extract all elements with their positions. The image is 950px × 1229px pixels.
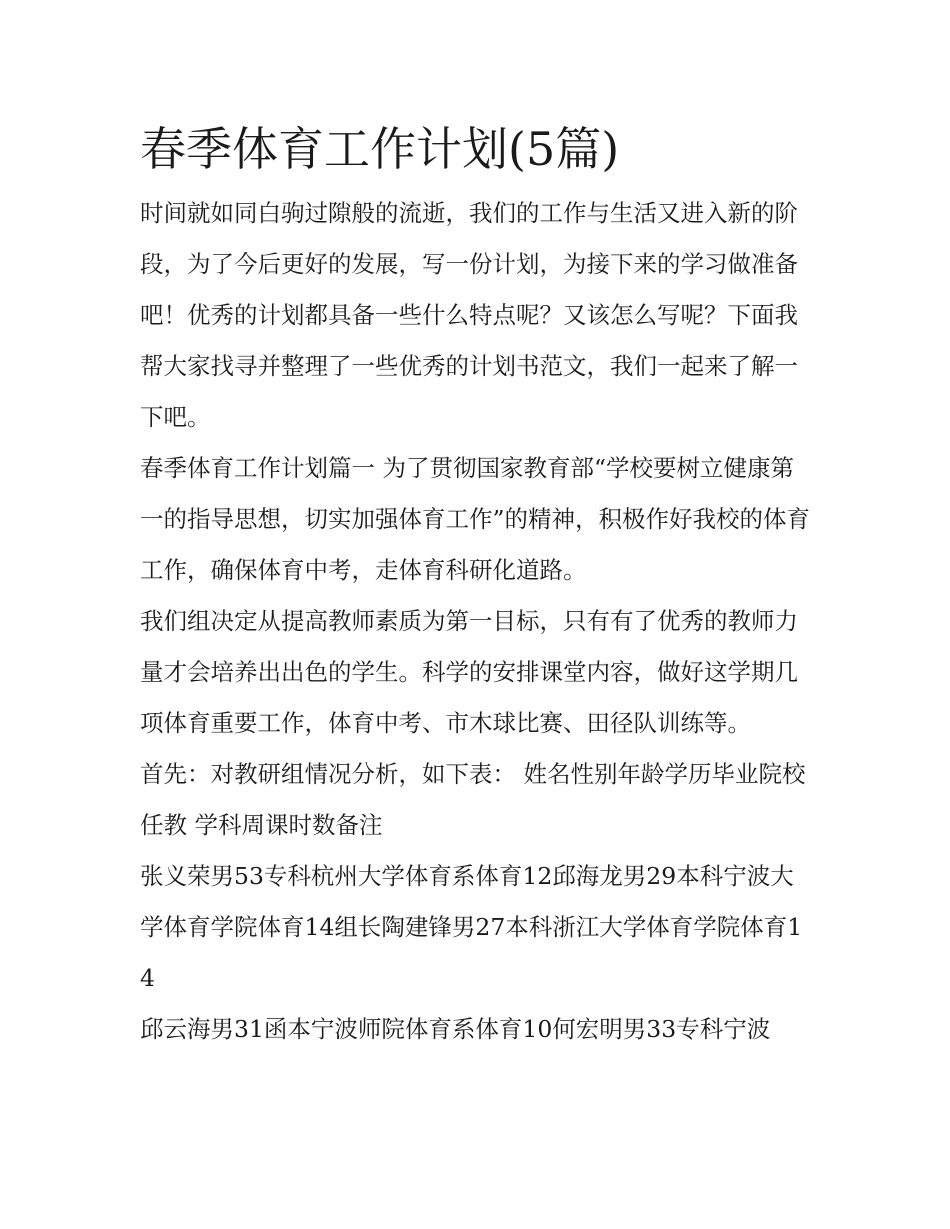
paragraph-plan-one: 春季体育工作计划篇一 为了贯彻国家教育部“学校要树立健康第一的指导思想，切实加强体育工作”的精神，积极作好我校的体育工作，确保体育中考，走体育科研化道路。: [140, 454, 811, 584]
paragraph-staff-list-1: 张义荣男53专科杭州大学体育系体育12邱海龙男29本科宁波大学体育学院体育14组长陶建锋男27本科浙江大学体育学院体育14: [140, 862, 803, 992]
document-title: 春季体育工作计划(5篇): [140, 122, 620, 176]
paragraph-intro: 时间就如同白驹过隙般的流逝，我们的工作与生活又进入新的阶段，为了今后更好的发展，写一份计划，为接下来的学习做准备吧！优秀的计划都具备一些什么特点呢？又该怎么写呢？下面我帮大家找寻并整理了一些优秀的计划书范文，我们一起来了解一下吧。: [140, 199, 798, 431]
paragraph-table-header: 首先：对教研组情况分析，如下表： 姓名性别年龄学历毕业院校任教 学科周课时数备注: [140, 760, 806, 839]
paragraph-staff-list-2: 邱云海男31函本宁波师院体育系体育10何宏明男33专科宁波: [140, 1015, 771, 1043]
paragraph-goals: 我们组决定从提高教师素质为第一目标，只有有了优秀的教师力量才会培养出出色的学生。科学的安排课堂内容，做好这学期几项体育重要工作，体育中考、市木球比赛、田径队训练等。: [140, 607, 798, 737]
